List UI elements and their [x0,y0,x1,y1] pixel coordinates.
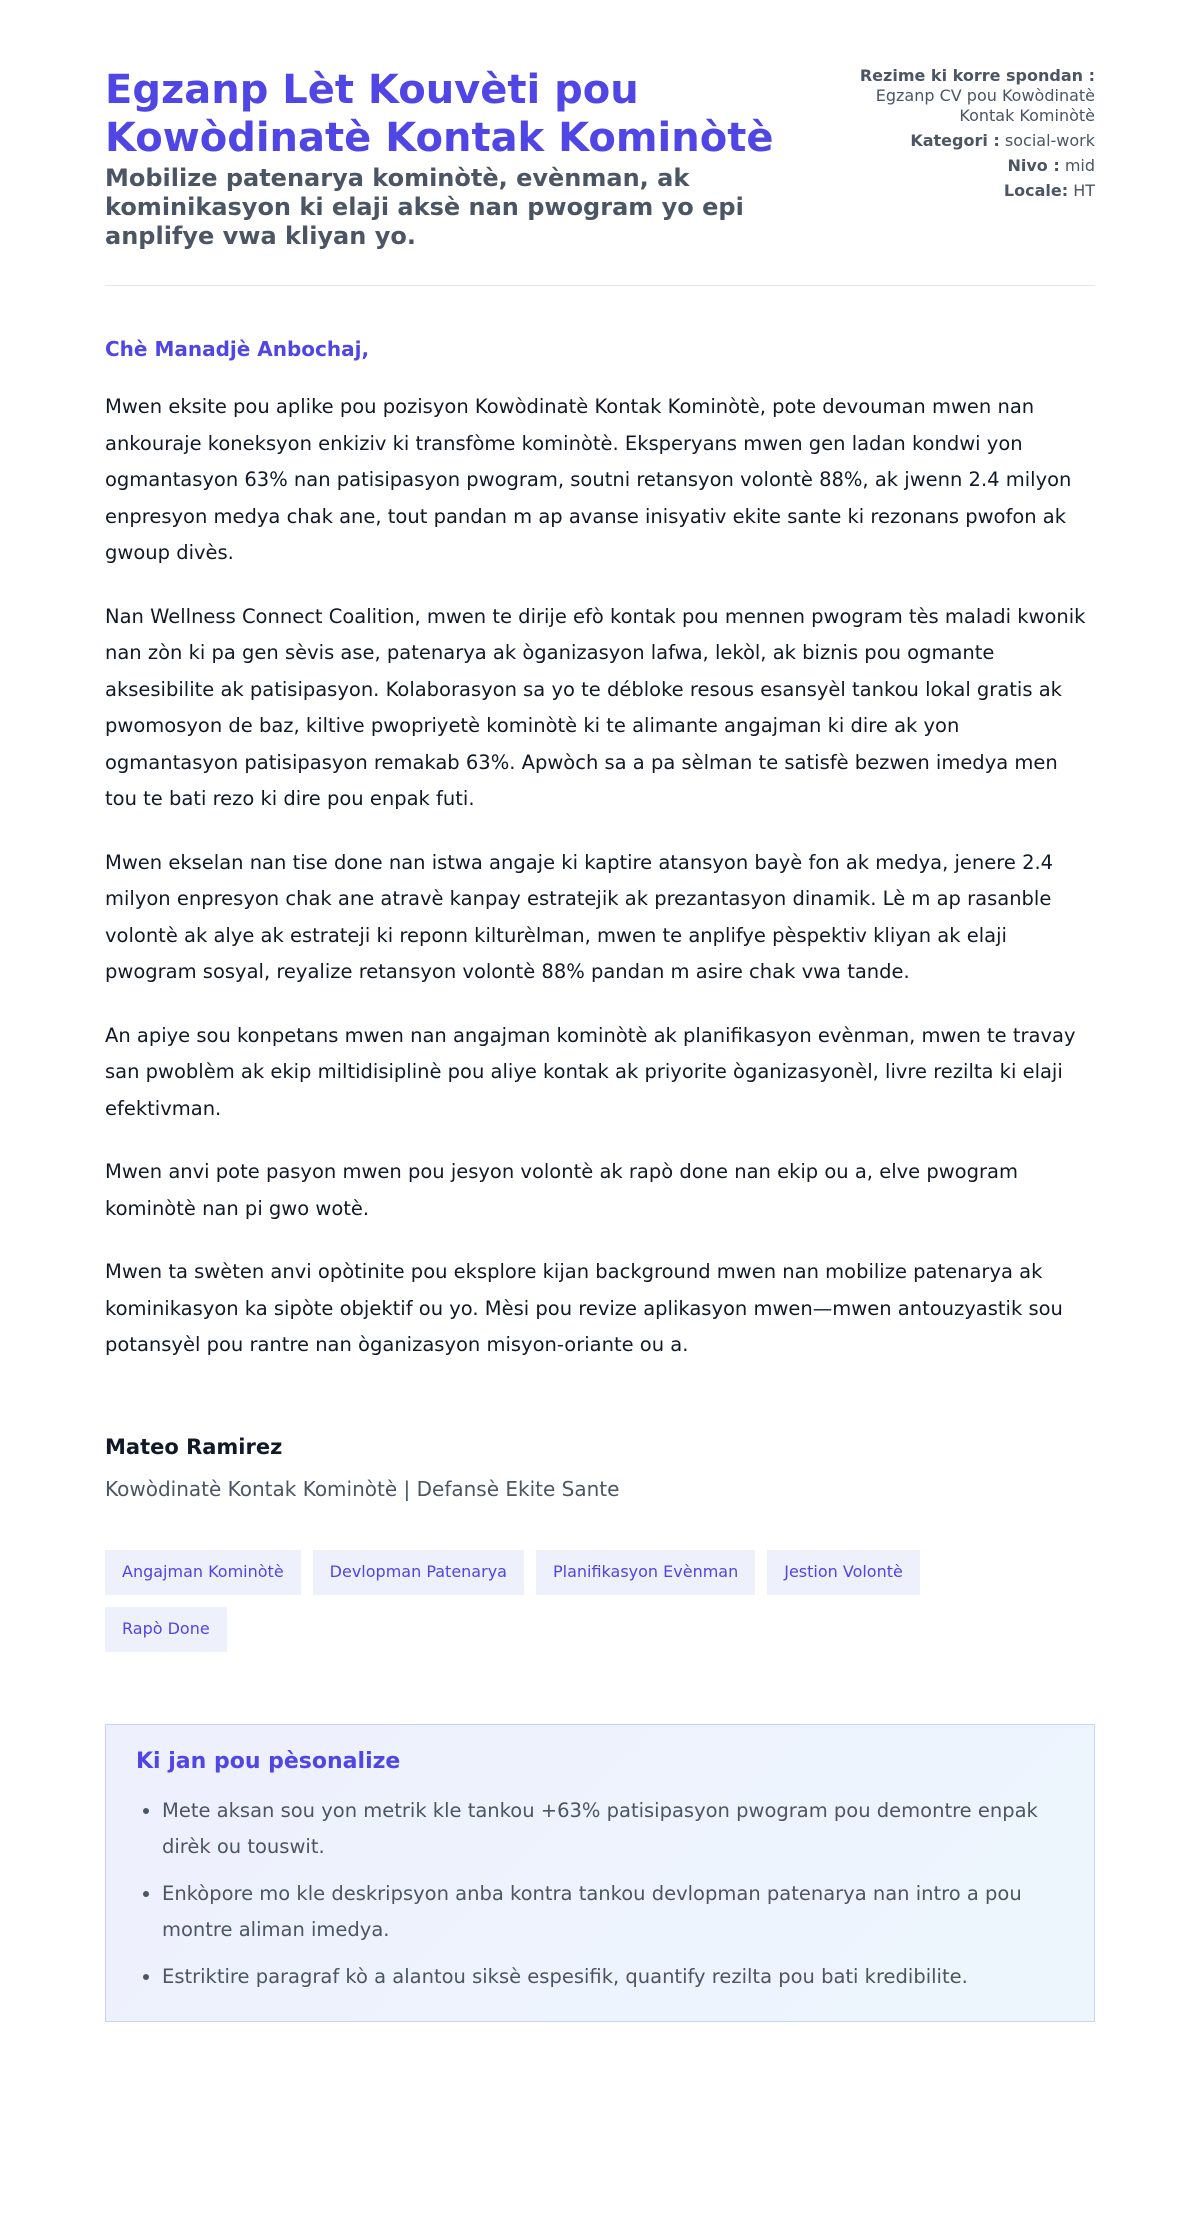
signature-name: Mateo Ramirez [105,1434,283,1459]
signature-role: Kowòdinatè Kontak Kominòtè | Defansè Ekite Sante [105,1476,620,1501]
meta-level [825,156,1095,176]
skill-tag[interactable]: Jestion Volontè [767,1550,920,1595]
meta-locale-value: HT [1073,181,1095,200]
tips-list [136,1793,1064,1996]
tips-list-item: • Mete aksan sou yon metrik kle tankou +63% patisipasyon pwogram pou demontre enpak dirèk ou touswit. [162,1793,1064,1866]
meta-panel [825,66,1095,206]
meta-category [825,131,1095,151]
tips-list-item: • Estriktire paragraf kò a alantou siksè espesifik, quantify rezilta pou bati kredibilite. [162,1959,1064,1996]
letter-paragraph: Nan Wellness Connect Coalition, mwen te dirije efò kontak pou mennen pwogram tès maladi kwonik nan zòn ki pa gen sèvis ase, patenarya ak òganizasyon lafwa, lekòl, ak biznis pou ogmante aksesibilite ak patisipasyon. Kolaborasyon sa yo te débloke resous esansyèl tankou lokal gratis ak pwomosyon de baz, kiltive pwopriyetè kominòtè ki te alimante angajman ki dire ak yon ogmantasyon patisipasyon remakab 63%. Apwòch sa a pa sèlman te satisfè bezwen imedya men tou te bati rezo ki dire pou enpak futi. [105,604,1086,810]
meta-summary [825,66,1095,126]
letter-paragraph: Mwen ta swèten anvi opòtinite pou eksplore kijan background mwen nan mobilize patenarya ak kominikasyon ka sipòte objektif ou yo. Mèsi pou revize aplikasyon mwen—mwen antouzyastik sou potansyèl pou rantre nan òganizasyon misyon-oriante ou a. [105,1260,1063,1356]
customization-tips [105,1724,1095,2023]
meta-locale [825,181,1095,201]
meta-locale-label: Locale: [1003,181,1069,200]
page-title: Egzanp Lèt Kouvèti pou Kowòdinatè Kontak Kominòtè [105,67,774,161]
skill-tag[interactable]: Rapò Done [105,1607,227,1652]
meta-level-value: mid [1064,156,1095,175]
meta-level-label: Nivo : [1007,156,1060,175]
tips-list-item: • Enkòpore mo kle deskripsyon anba kontra tankou devlopman patenarya nan intro a pou montre aliman imedya. [162,1876,1064,1949]
page-subtitle: Mobilize patenarya kominòtè, evènman, ak kominikasyon ki elaji aksè nan pwogram yo epi anplifye vwa kliyan yo. [105,164,744,250]
meta-summary-label: Rezime ki korre spondan : [859,66,1095,85]
letter-salutation: Chè Manadjè Anbochaj, [105,337,370,361]
skill-tags [105,1550,1005,1652]
letter-paragraph: Mwen eksite pou aplike pou pozisyon Kowòdinatè Kontak Kominòtè, pote devouman mwen nan ankouraje koneksyon enkiziv ki transfòme kominòtè. Eksperyans mwen gen ladan kondwi yon ogmantasyon 63% nan patisipasyon pwogram, soutni retansyon volontè 88%, ak jwenn 2.4 milyon enpresyon medya chak ane, tout pandan m ap avanse inisyativ ekite sante ki rezonans pwofon ak gwoup divès. [105,395,1072,564]
page-header [105,66,1095,286]
title-block [105,66,795,251]
skill-tag[interactable]: Angajman Kominòtè [105,1550,301,1595]
meta-summary-value[interactable]: Egzanp CV pou Kowòdinatè Kontak Kominòtè [875,86,1095,125]
skill-tag[interactable]: Planifikasyon Evènman [536,1550,755,1595]
meta-category-label: Kategori : [910,131,1000,150]
letter-paragraph: Mwen anvi pote pasyon mwen pou jesyon volontè ak rapò done nan ekip ou a, elve pwogram kominòtè nan pi gwo wotè. [105,1160,1018,1220]
cover-letter-page [105,0,1095,2022]
meta-category-value: social-work [1004,131,1095,150]
letter-paragraph: Mwen ekselan nan tise done nan istwa angaje ki kaptire atansyon bayè fon ak medya, jenere 2.4 milyon enpresyon chak ane atravè kanpay estratejik ak prezantasyon dinamik. Lè m ap rasanble volontè ak alye ak estrateji ki reponn kilturèlman, mwen te anplifye pèspektiv kliyan ak elaji pwogram sosyal, reyalize retansyon volontè 88% pandan m asire chak vwa tande. [105,850,1054,983]
tips-title: Ki jan pou pèsonalize [136,1748,401,1774]
skill-tag[interactable]: Devlopman Patenarya [313,1550,524,1595]
letter-paragraph: An apiye sou konpetans mwen nan angajman kominòtè ak planifikasyon evènman, mwen te travay san pwoblèm ak ekip miltidisiplinè pou aliye kontak ak priyorite òganizasyonèl, livre rezilta ki elaji efektivman. [105,1023,1076,1120]
